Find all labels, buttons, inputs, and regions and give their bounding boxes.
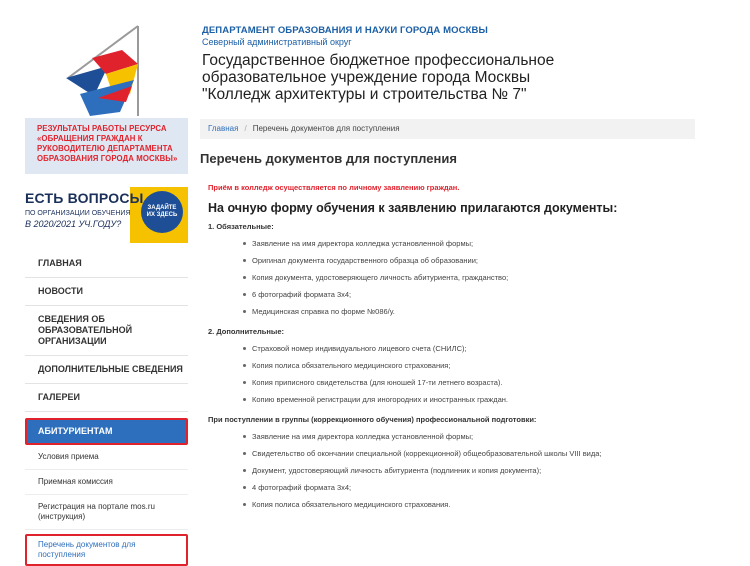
subnav-label: Перечень документов для [38, 540, 136, 549]
banner-subtitle: ПО ОРГАНИЗАЦИИ ОБУЧЕНИЯ [25, 210, 131, 217]
additional-docs-list [252, 340, 678, 408]
page-title: Перечень документов для поступления [200, 151, 457, 166]
breadcrumb-current: Перечень документов для поступления [252, 124, 400, 133]
promo-line: РУКОВОДИТЕЛЮ ДЕПАРТАМЕНТА [37, 144, 173, 153]
nav-item-news[interactable]: НОВОСТИ [25, 278, 188, 306]
admission-notice: Приём в колледж осуществляется по личному заявлению граждан. [208, 183, 460, 192]
list-item: Заявление на имя директора колледжа установленной формы; [252, 428, 678, 445]
college-name: Государственное бюджетное профессиональное образовательное учреждение города Москвы "Колледж архитектуры и строительства № 7" [202, 52, 555, 103]
fulltime-heading: На очную форму обучения к заявлению прилагаются документы: [208, 201, 618, 215]
badge-line: ИХ ЗДЕСЬ [146, 212, 178, 218]
list-item: 4 фотографий формата 3х4; [252, 479, 678, 496]
breadcrumb-separator: / [244, 124, 247, 133]
sidebar-nav [25, 250, 188, 566]
required-docs-list [252, 235, 678, 320]
nav-item-extra-info[interactable]: ДОПОЛНИТЕЛЬНЫЕ СВЕДЕНИЯ [25, 356, 188, 384]
district-name: Северный административный округ [202, 37, 352, 47]
required-docs-label: 1. Обязательные: [208, 222, 274, 231]
list-item: Оригинал документа государственного образца об образовании; [252, 252, 678, 269]
nav-item-gallery[interactable]: ГАЛЕРЕИ [25, 384, 188, 412]
nav-item-org-info[interactable]: СВЕДЕНИЯ ОБ ОБРАЗОВАТЕЛЬНОЙ ОРГАНИЗАЦИИ [25, 306, 188, 356]
nav-item-main[interactable]: ГЛАВНАЯ [25, 250, 188, 278]
list-item: Копия полиса обязательного медицинского страхования. [252, 496, 678, 513]
promo-line: ОБРАЗОВАНИЯ ГОРОДА МОСКВЫ» [37, 154, 178, 163]
correctional-docs-list [252, 428, 678, 513]
department-name: ДЕПАРТАМЕНТ ОБРАЗОВАНИЯ И НАУКИ ГОРОДА МОСКВЫ [202, 25, 488, 36]
ask-here-badge[interactable] [141, 191, 183, 233]
college-logo[interactable] [60, 20, 180, 120]
documents-content [208, 183, 678, 513]
correctional-docs-label: При поступлении в группы (коррекционного обучения) профессиональной подготовки: [208, 415, 537, 424]
subnav-item-mosru-registration[interactable] [25, 495, 188, 530]
breadcrumb-home-link[interactable]: Главная [208, 124, 239, 133]
subnav-label: Регистрация на портале mos.ru [38, 502, 155, 511]
badge-line: ЗАДАЙТЕ [147, 205, 177, 211]
list-item: Копию временной регистрации для иногородних и иностранных граждан. [252, 391, 678, 408]
banner-title: ЕСТЬ ВОПРОСЫ [25, 190, 144, 206]
promo-line: РЕЗУЛЬТАТЫ РАБОТЫ РЕСУРСА [37, 124, 167, 133]
list-item: Страховой номер индивидуального лицевого счета (СНИЛС); [252, 340, 678, 357]
subnav-label: поступления [38, 550, 86, 559]
list-item: Копия полиса обязательного медицинского страхования; [252, 357, 678, 374]
list-item: 6 фотографий формата 3х4; [252, 286, 678, 303]
citizen-appeals-promo[interactable] [25, 118, 188, 174]
list-item: Заявление на имя директора колледжа установленной формы; [252, 235, 678, 252]
subnav-item-commission[interactable]: Приемная комиссия [25, 470, 188, 495]
list-item: Медицинская справка по форме №086/у. [252, 303, 678, 320]
nav-item-applicants[interactable]: АБИТУРИЕНТАМ [25, 418, 188, 445]
questions-banner[interactable] [25, 187, 188, 243]
promo-line: «ОБРАЩЕНИЯ ГРАЖДАН К [37, 134, 143, 143]
list-item: Документ, удостоверяющий личность абитуриента (подлинник и копия документа); [252, 462, 678, 479]
banner-year: В 2020/2021 УЧ.ГОДУ? [25, 219, 122, 229]
additional-docs-label: 2. Дополнительные: [208, 327, 285, 336]
subnav-label: (инструкция) [38, 512, 86, 521]
list-item: Копия приписного свидетельства (для юношей 17-ти летнего возраста). [252, 374, 678, 391]
subnav-item-documents[interactable] [25, 534, 188, 566]
list-item: Копия документа, удостоверяющего личность абитуриента, гражданство; [252, 269, 678, 286]
list-item: Свидетельство об окончании специальной (коррекционной) общеобразовательной школы VIII вида; [252, 445, 678, 462]
subnav-item-conditions[interactable]: Условия приема [25, 445, 188, 470]
breadcrumb [200, 119, 695, 139]
